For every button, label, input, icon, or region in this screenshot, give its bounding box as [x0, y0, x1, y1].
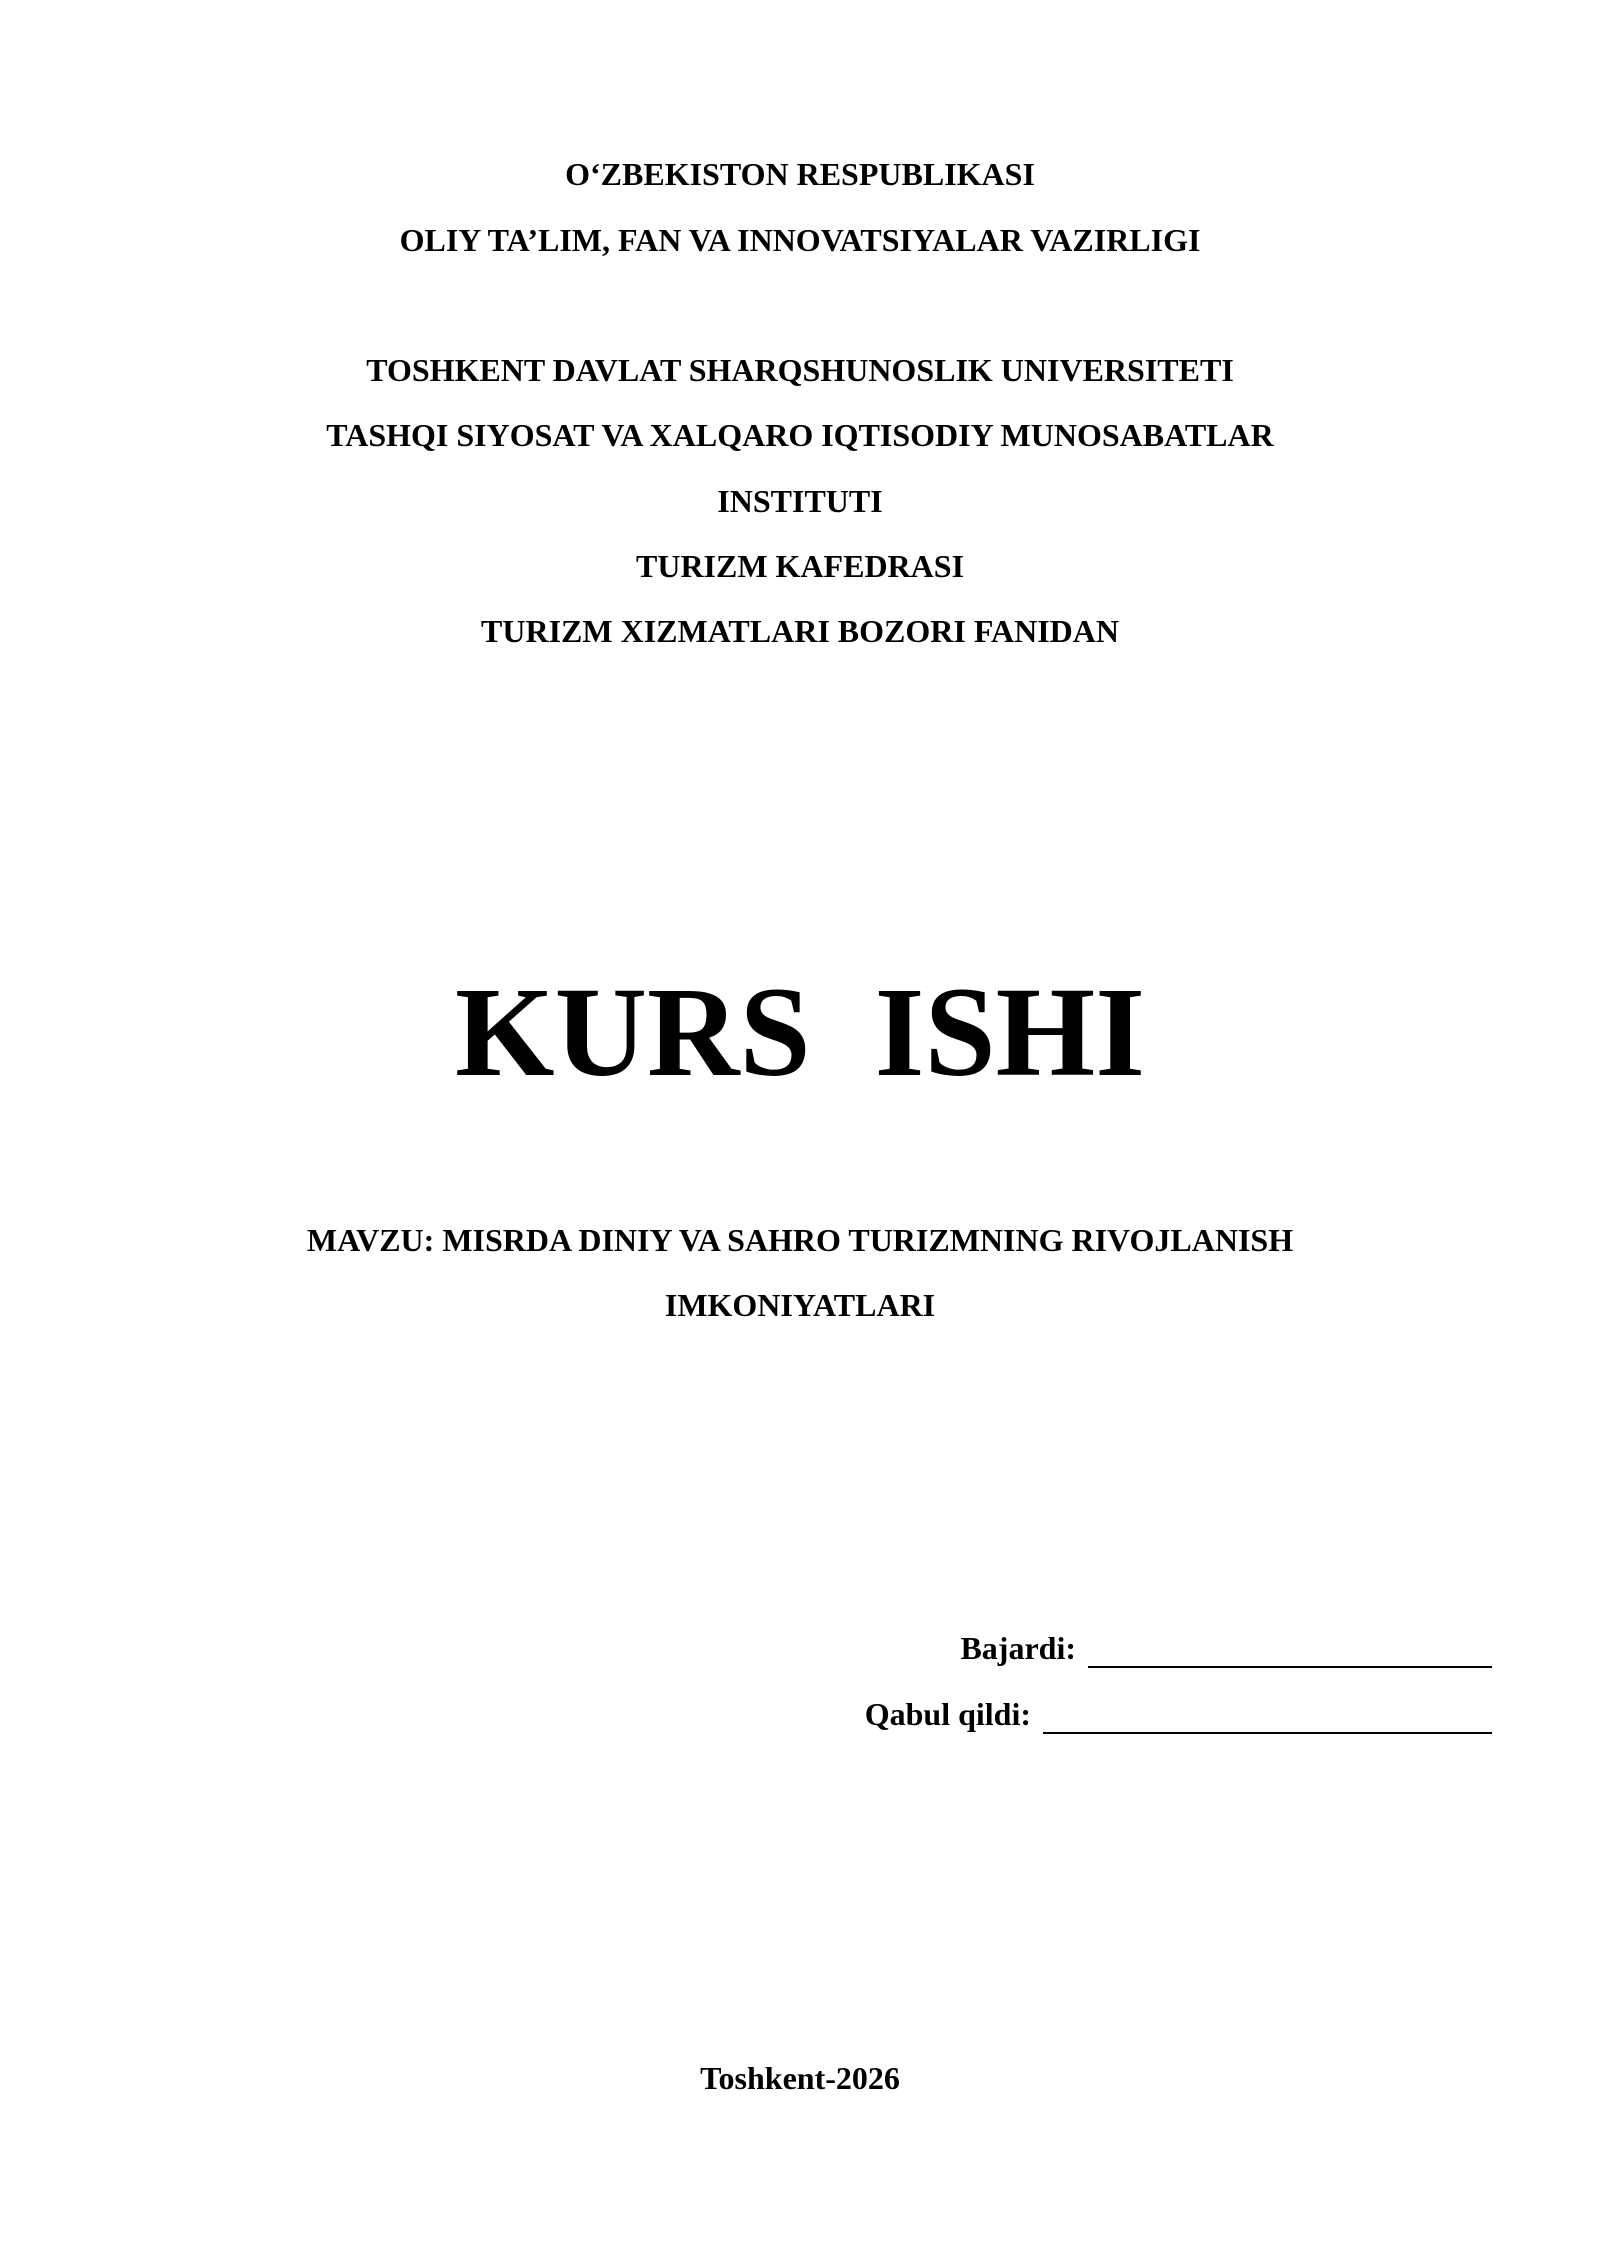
- accepted-by-row: [865, 1694, 1492, 1734]
- header-institute: TASHQI SIYOSAT VA XALQARO IQTISODIY MUNOSABATLAR: [326, 417, 1274, 453]
- topic-line-1: MAVZU: MISRDA DINIY VA SAHRO TURIZMNING RIVOJLANISH: [306, 1222, 1294, 1258]
- city-year: Toshkent-2026: [700, 2060, 900, 2096]
- accepted-by-label: Qabul qildi:: [864, 1696, 1031, 1732]
- header-subject: TURIZM XIZMATLARI BOZORI FANIDAN: [481, 613, 1119, 649]
- header-university: TOSHKENT DAVLAT SHARQSHUNOSLIK UNIVERSITETI: [366, 352, 1234, 388]
- header-department: TURIZM KAFEDRASI: [635, 548, 965, 584]
- document-title: KURS ISHI: [455, 961, 1145, 1103]
- header-institute-cont: INSTITUTI: [717, 483, 883, 519]
- header-ministry: OLIY TA’LIM, FAN VA INNOVATSIYALAR VAZIRLIGI: [399, 222, 1201, 258]
- topic-line-2: IMKONIYATLARI: [664, 1287, 936, 1323]
- performed-by-row: [960, 1628, 1492, 1668]
- accepted-by-blank: [1043, 1700, 1492, 1734]
- performed-by-blank: [1088, 1634, 1492, 1668]
- header-republic: O‘ZBEKISTON RESPUBLIKASI: [565, 156, 1035, 192]
- performed-by-label: Bajardi:: [960, 1630, 1076, 1666]
